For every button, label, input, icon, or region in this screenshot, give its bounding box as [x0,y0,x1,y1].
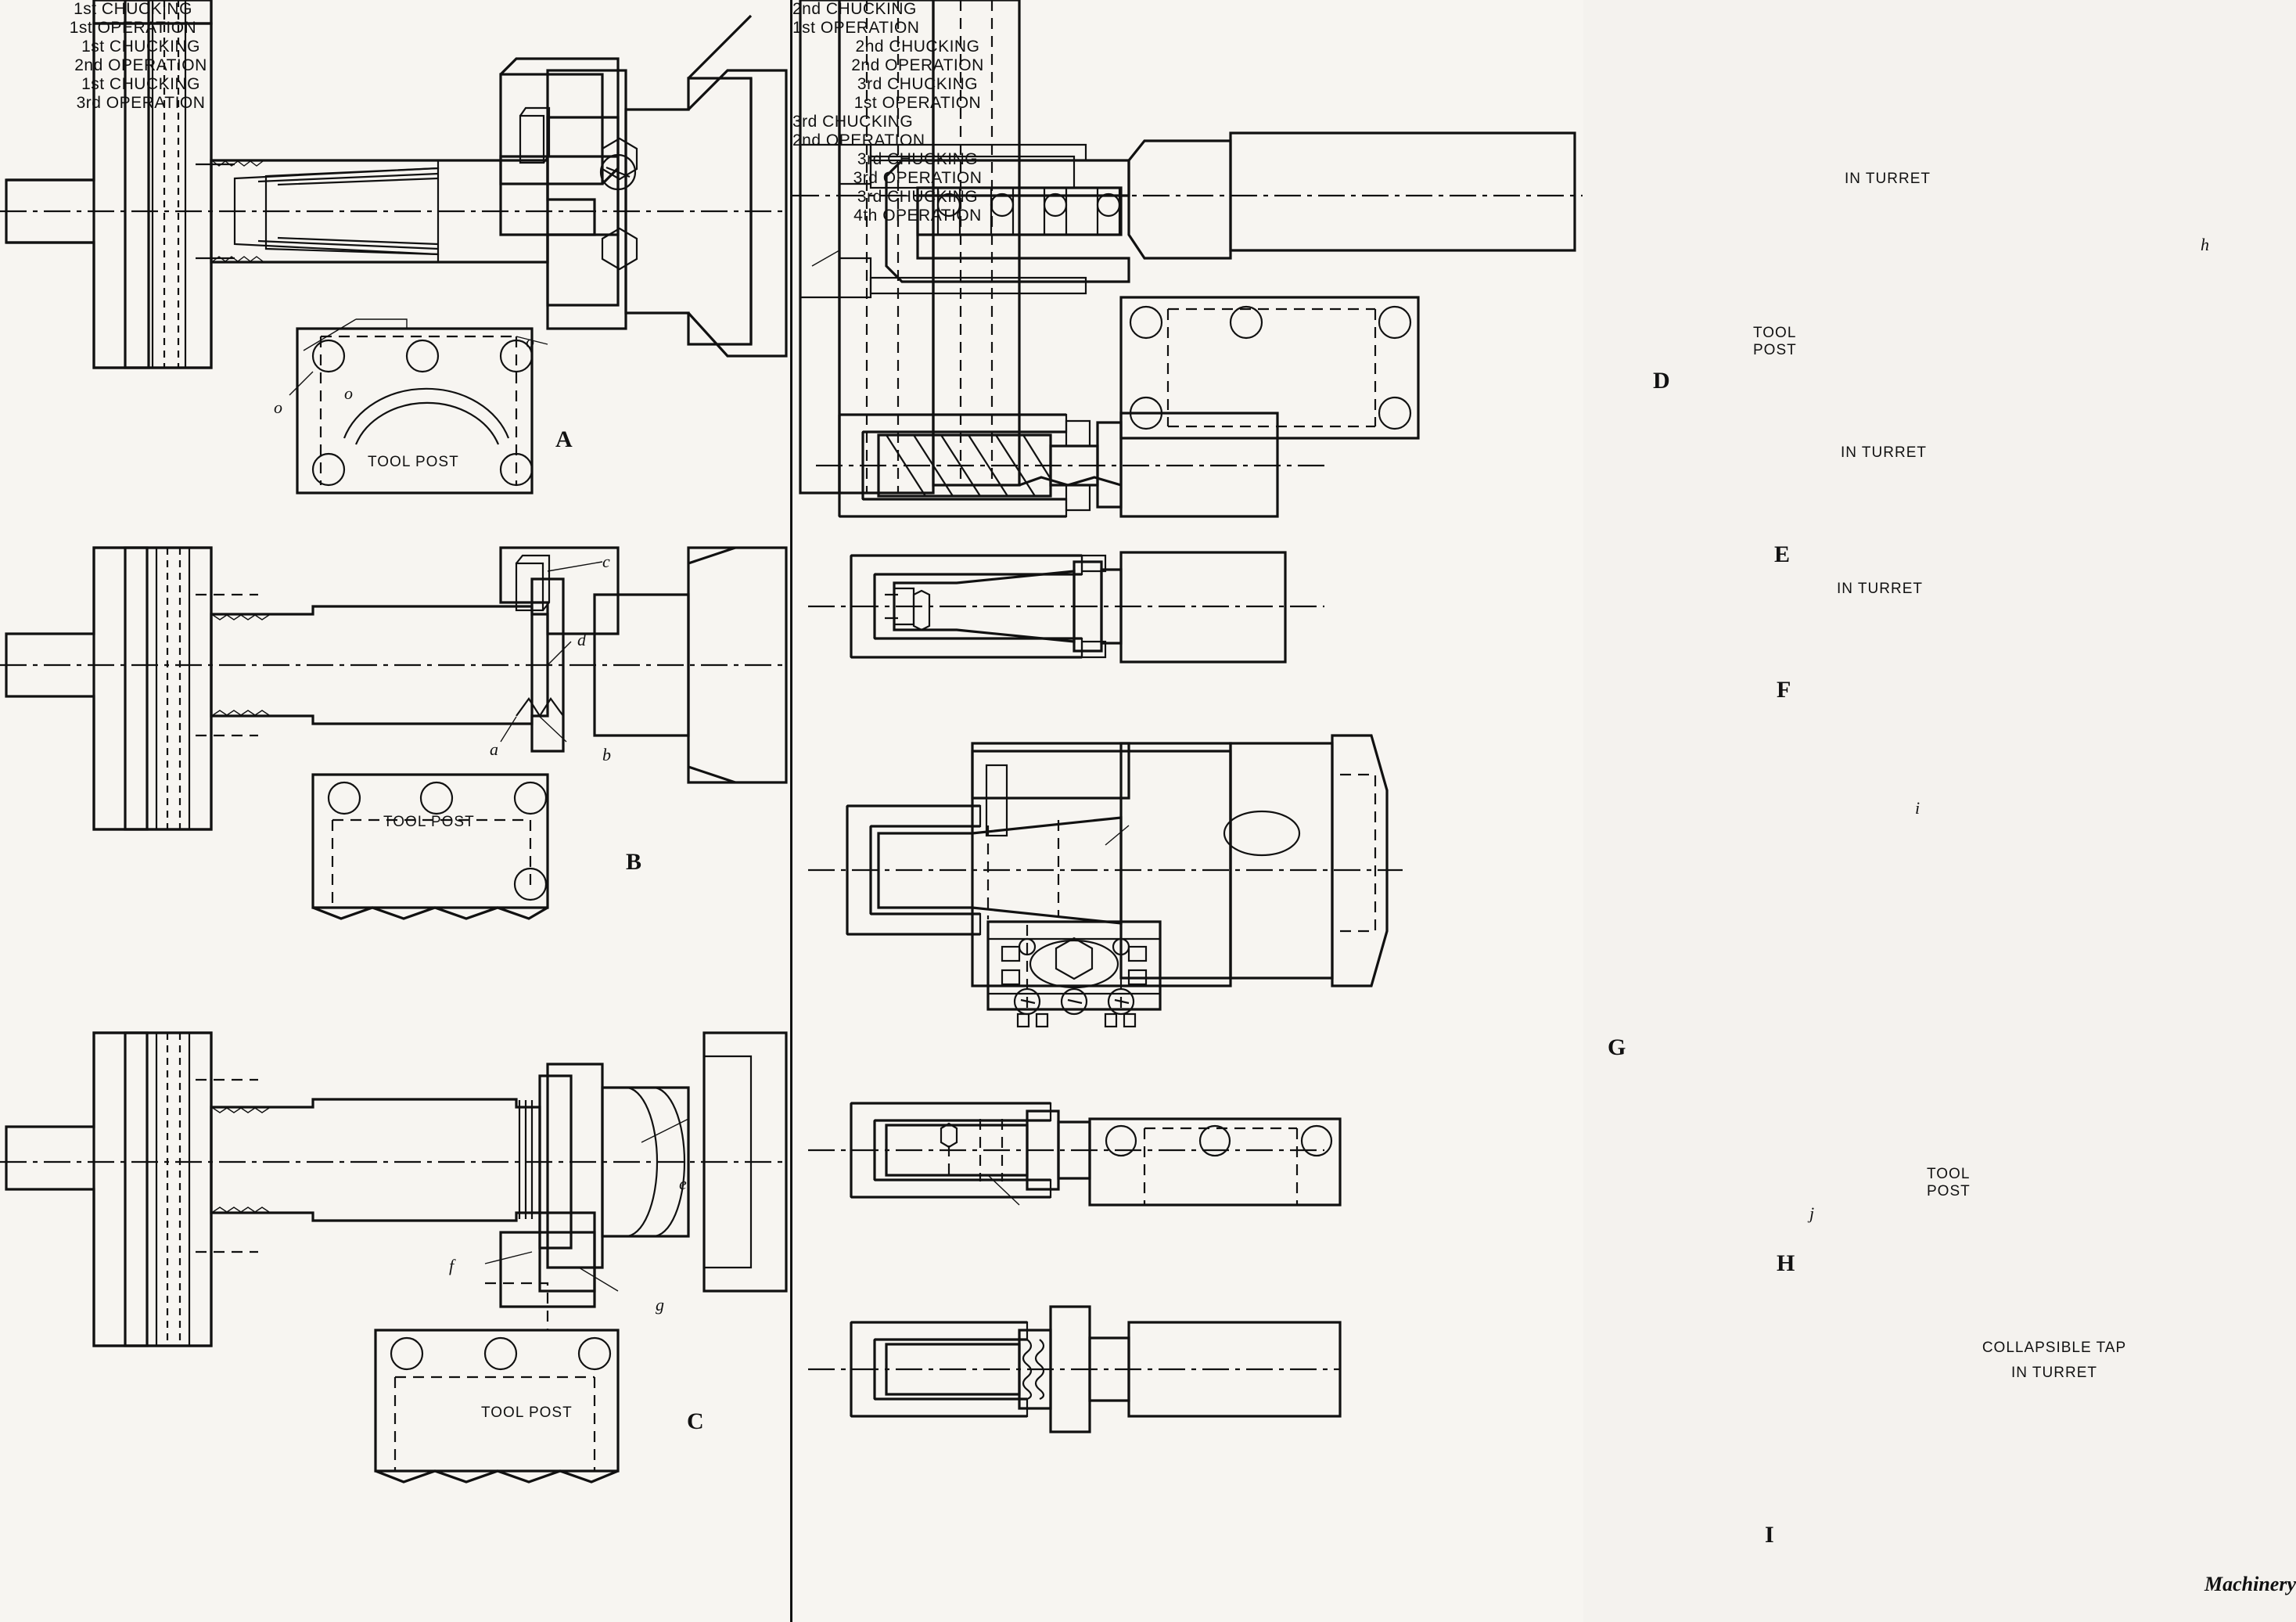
figure-h-drawing [792,1088,1583,1213]
callout-o-3: o [274,397,282,417]
callout-a: a [490,739,498,759]
figure-c-drawing [0,1033,790,1612]
left-panel [0,0,792,1622]
figure-letter-a: A [555,426,573,452]
figure-e-caption-line2: 2nd OPERATION [851,56,984,74]
tool-post-label-a: TOOL POST [368,454,459,470]
publication-credit: Machinery [2204,1573,2296,1595]
figure-g-drawing [792,751,1583,1072]
callout-o-1: o [526,332,534,351]
figure-b-caption-line2: 2nd OPERATION [74,56,207,74]
callout-e: e [679,1174,687,1193]
figure-h-caption-line1: 3rd CHUCKING [857,150,979,168]
callout-c: c [602,552,610,571]
figure-i-caption-line2: 4th OPERATION [853,207,982,225]
figure-f-caption-line2: 1st OPERATION [853,94,982,112]
figure-letter-h: H [1777,1250,1795,1276]
figure-a-caption-line1: 1st CHUCKING [74,0,192,18]
callout-d: d [577,630,586,649]
collapsible-tap-label-line2: IN TURRET [2011,1365,2097,1381]
in-turret-label-d: IN TURRET [1845,171,1931,187]
tool-post-label-b: TOOL POST [383,814,475,830]
tool-post-label-c: TOOL POST [481,1404,573,1421]
figure-f-drawing [792,548,1583,681]
callout-j: j [1809,1203,1815,1223]
figure-letter-e: E [1774,541,1791,567]
figure-f-caption-line1: 3rd CHUCKING [857,75,979,93]
figure-d-caption-line1: 2nd CHUCKING [792,0,917,18]
figure-b-drawing [0,548,790,986]
figure-letter-f: F [1777,677,1791,703]
figure-letter-g: G [1608,1034,1626,1060]
figure-letter-d: D [1653,368,1670,394]
callout-o-2: o [344,383,353,403]
figure-i-caption-line1: 3rd CHUCKING [857,188,979,206]
callout-g: g [656,1295,664,1315]
figure-letter-c: C [687,1408,704,1434]
figure-h-caption-line2: 3rd OPERATION [853,169,983,187]
callout-i: i [1915,798,1921,818]
figure-d-caption-line2: 1st OPERATION [792,19,920,37]
callout-f: f [449,1256,455,1275]
figure-a-caption-line2: 1st OPERATION [69,19,197,37]
tool-post-label-d: TOOL POST [1753,325,1797,358]
right-panel [792,0,2296,1622]
figure-c-caption-line2: 3rd OPERATION [76,94,206,112]
in-turret-label-e: IN TURRET [1841,444,1927,461]
figure-i-drawing [792,1299,1583,1440]
figure-a-drawing [0,0,790,469]
figure-letter-b: B [626,849,642,875]
collapsible-tap-label-line1: COLLAPSIBLE TAP [1982,1340,2127,1356]
callout-h: h [2201,235,2209,254]
in-turret-label-f: IN TURRET [1837,581,1923,597]
figure-c-caption-line1: 1st CHUCKING [81,75,200,93]
figure-b-caption-line1: 1st CHUCKING [81,38,200,56]
figure-g-caption-line1: 3rd CHUCKING [792,113,914,131]
tool-post-label-h: TOOL POST [1927,1166,1971,1199]
figure-g-caption-line2: 2nd OPERATION [792,131,925,149]
figure-letter-i: I [1765,1522,1774,1548]
figure-e-caption-line1: 2nd CHUCKING [855,38,980,56]
figure-e-drawing [792,407,1583,540]
callout-b: b [602,745,611,764]
